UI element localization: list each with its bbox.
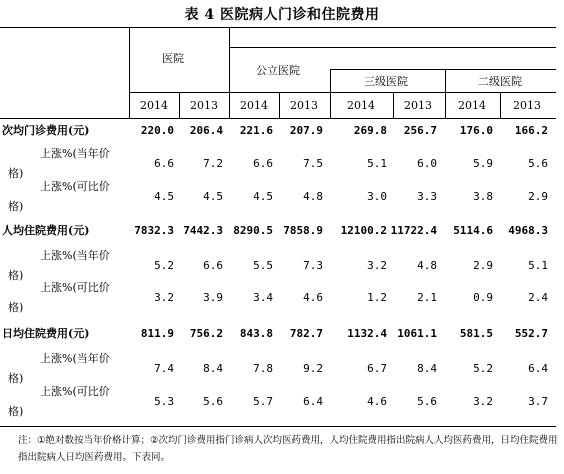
- row-label: 上涨%(当年价: [40, 249, 110, 262]
- table-cell: 176.0: [459, 124, 493, 137]
- table-cell: 8290.5: [233, 224, 273, 237]
- table-cell: 811.9: [140, 327, 174, 340]
- table-cell: 3.7: [528, 395, 548, 408]
- table-note: 注：①绝对数按当年价格计算；②次均门诊费用指门诊病人次均医药费用，人均住院费用指出院病人人均医药费用，日均住院费用指出院病人日均医药费用。下表同。: [18, 435, 558, 463]
- table-cell: 7.5: [303, 157, 323, 170]
- row-label-continuation: 格): [8, 405, 24, 418]
- table-cell: 5.1: [528, 259, 548, 272]
- vline-tier2: [445, 69, 446, 118]
- table-cell: 6.6: [154, 157, 174, 170]
- table-cell: 782.7: [289, 327, 323, 340]
- header-line-years: [129, 92, 556, 93]
- header-public-hospital: 公立医院: [256, 64, 300, 77]
- table-cell: 581.5: [459, 327, 493, 340]
- table-top-rule: [0, 27, 556, 28]
- header-line-public: [229, 47, 556, 48]
- table-cell: 6.7: [367, 362, 387, 375]
- table-cell: 269.8: [353, 124, 387, 137]
- table-cell: 7832.3: [134, 224, 174, 237]
- table-cell: 3.2: [367, 259, 387, 272]
- row-heading: 人均住院费用(元): [2, 224, 90, 237]
- table-cell: 221.6: [239, 124, 273, 137]
- table-cell: 3.4: [253, 291, 273, 304]
- table-cell: 2.9: [473, 259, 493, 272]
- table-cell: 5.2: [473, 362, 493, 375]
- year-header-cell: 2014: [240, 99, 268, 112]
- table-cell: 5.2: [154, 259, 174, 272]
- table-cell: 6.6: [253, 157, 273, 170]
- table-cell: 7.8: [253, 362, 273, 375]
- vline-h1: [179, 92, 180, 118]
- year-header-cell: 2013: [290, 99, 318, 112]
- year-header-cell: 2014: [347, 99, 375, 112]
- table-cell: 8.4: [417, 362, 437, 375]
- table-cell: 206.4: [189, 124, 223, 137]
- table-cell: 3.2: [154, 291, 174, 304]
- row-label: 上涨%(可比价: [40, 281, 110, 294]
- table-cell: 5.1: [367, 157, 387, 170]
- table-bottom-rule: [0, 426, 556, 427]
- row-label-continuation: 格): [8, 167, 24, 180]
- vline-label: [129, 28, 130, 118]
- table-cell: 3.0: [367, 190, 387, 203]
- table-cell: 207.9: [289, 124, 323, 137]
- table-cell: 8.4: [203, 362, 223, 375]
- table-cell: 1132.4: [347, 327, 387, 340]
- table-cell: 3.2: [473, 395, 493, 408]
- row-label-continuation: 格): [8, 200, 24, 213]
- table-cell: 2.4: [528, 291, 548, 304]
- table-cell: 552.7: [514, 327, 548, 340]
- table-cell: 1.2: [367, 291, 387, 304]
- table-cell: 7.3: [303, 259, 323, 272]
- vline-tier3: [330, 69, 331, 118]
- table-cell: 6.4: [303, 395, 323, 408]
- year-header-cell: 2014: [458, 99, 486, 112]
- table-cell: 4.5: [203, 190, 223, 203]
- table-cell: 5.6: [417, 395, 437, 408]
- table-cell: 9.2: [303, 362, 323, 375]
- table-cell: 7.2: [203, 157, 223, 170]
- row-label-continuation: 格): [8, 269, 24, 282]
- vline-public: [229, 28, 230, 118]
- table-cell: 4.5: [154, 190, 174, 203]
- year-header-cell: 2013: [404, 99, 432, 112]
- table-cell: 12100.2: [340, 224, 387, 237]
- year-header-cell: 2014: [140, 99, 168, 112]
- year-header-cell: 2013: [513, 99, 541, 112]
- header-hospital: 医院: [162, 52, 184, 65]
- table-cell: 4.6: [367, 395, 387, 408]
- header-line-tier: [330, 69, 556, 70]
- table-cell: 5.5: [253, 259, 273, 272]
- table-cell: 4.6: [303, 291, 323, 304]
- table-cell: 6.6: [203, 259, 223, 272]
- row-heading: 次均门诊费用(元): [2, 124, 90, 137]
- row-heading: 日均住院费用(元): [2, 327, 90, 340]
- table-cell: 7.4: [154, 362, 174, 375]
- table-cell: 0.9: [473, 291, 493, 304]
- table-cell: 5.3: [154, 395, 174, 408]
- table-cell: 5.6: [528, 157, 548, 170]
- table-cell: 220.0: [140, 124, 174, 137]
- header-bottom-rule: [0, 118, 556, 119]
- row-label-continuation: 格): [8, 301, 24, 314]
- table-cell: 1061.1: [397, 327, 437, 340]
- table-cell: 2.9: [528, 190, 548, 203]
- table-cell: 4.5: [253, 190, 273, 203]
- table-cell: 11722.4: [390, 224, 437, 237]
- table-cell: 7442.3: [183, 224, 223, 237]
- table-cell: 256.7: [403, 124, 437, 137]
- table-cell: 4.8: [303, 190, 323, 203]
- table-cell: 2.1: [417, 291, 437, 304]
- row-label: 上涨%(可比价: [40, 385, 110, 398]
- table-cell: 843.8: [239, 327, 273, 340]
- table-cell: 166.2: [514, 124, 548, 137]
- table-cell: 4968.3: [508, 224, 548, 237]
- table-cell: 5114.6: [453, 224, 493, 237]
- table-cell: 7858.9: [283, 224, 323, 237]
- table-cell: 5.9: [473, 157, 493, 170]
- row-label: 上涨%(可比价: [40, 180, 110, 193]
- year-header-cell: 2013: [190, 99, 218, 112]
- table-cell: 756.2: [189, 327, 223, 340]
- vline-t31: [393, 92, 394, 118]
- table-cell: 6.0: [417, 157, 437, 170]
- table-cell: 4.8: [417, 259, 437, 272]
- header-tier3: 三级医院: [364, 75, 408, 88]
- table-cell: 6.4: [528, 362, 548, 375]
- table-cell: 3.9: [203, 291, 223, 304]
- row-label-continuation: 格): [8, 372, 24, 385]
- row-label: 上涨%(当年价: [40, 147, 110, 160]
- vline-t21: [500, 92, 501, 118]
- table-cell: 5.6: [203, 395, 223, 408]
- vline-p1: [279, 92, 280, 118]
- header-tier2: 二级医院: [478, 75, 522, 88]
- table-cell: 3.3: [417, 190, 437, 203]
- table-cell: 3.8: [473, 190, 493, 203]
- table-title: 表 4 医院病人门诊和住院费用: [184, 7, 380, 23]
- row-label: 上涨%(当年价: [40, 352, 110, 365]
- table-cell: 5.7: [253, 395, 273, 408]
